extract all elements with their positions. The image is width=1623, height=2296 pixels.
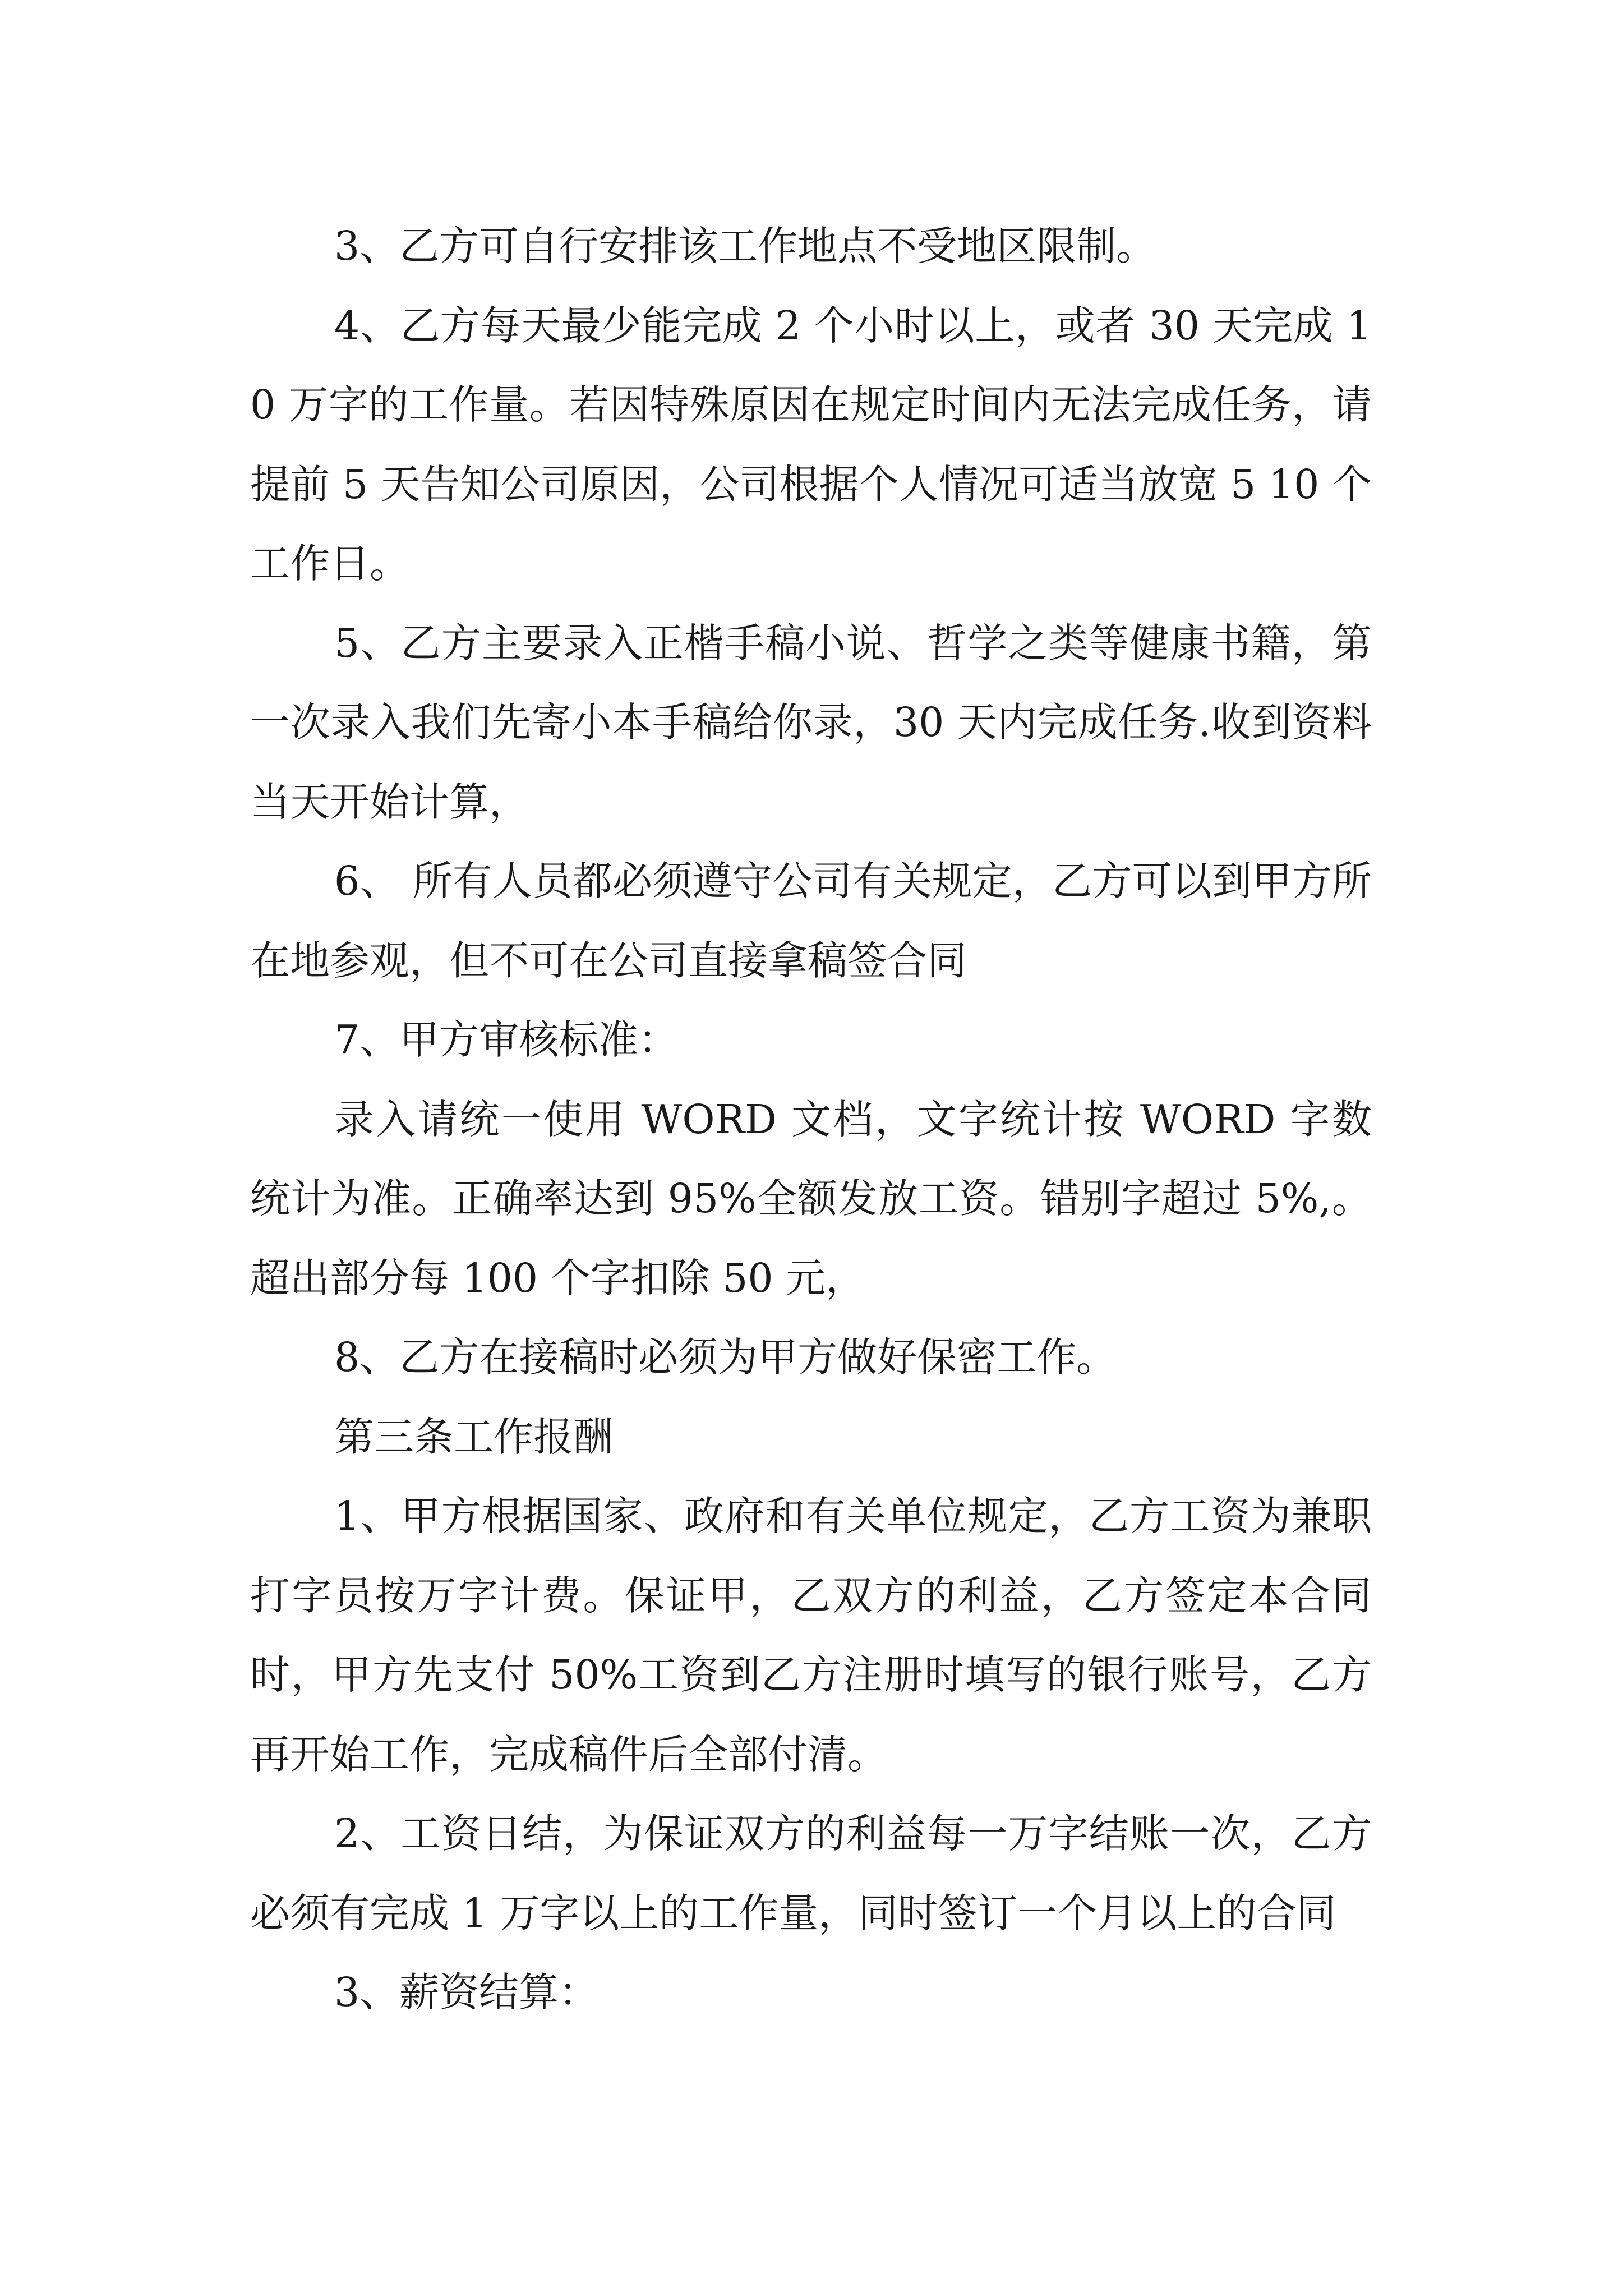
paragraph-clause-6-rules: 6、 所有人员都必须遵守公司有关规定，乙方可以到甲方所在地参观，但不可在公司直接拿稿签合同 [250, 858, 1372, 984]
paragraph-clause-5-content: 5、乙方主要录入正楷手稿小说、哲学之类等健康书籍，第一次录入我们先寄小本手稿给你录，30 天内完成任务.收到资料当天开始计算， [250, 619, 1372, 825]
paragraph-pay-clause-2: 2、工资日结，为保证双方的利益每一万字结账一次，乙方必须有完成 1 万字以上的工作量，同时签订一个月以上的合同 [250, 1810, 1372, 1936]
paragraph-pay-clause-3: 3、薪资结算： [334, 1969, 599, 2016]
paragraph-pay-clause-1: 1、甲方根据国家、政府和有关单位规定，乙方工资为兼职打字员按万字计费。保证甲，乙双方的利益，乙方签定本合同时，甲方先支付 50%工资到乙方注册时填写的银行账号，乙方再开始工作，完成稿件后全部付清。 [250, 1493, 1372, 1778]
document-body [250, 206, 1372, 2032]
paragraph-standard-details: 录入请统一使用 WORD 文档，文字统计按 WORD 字数统计为准。正确率达到 95%全额发放工资。错别字超过 5%,。超出部分每 100 个字扣除 50 元， [250, 1096, 1372, 1301]
paragraph-clause-7-standard: 7、甲方审核标准： [334, 1016, 679, 1063]
paragraph-clause-8-confidentiality: 8、乙方在接稿时必须为甲方做好保密工作。 [334, 1334, 1117, 1381]
paragraph-clause-4-workload: 4、乙方每天最少能完成 2 个小时以上，或者 30 天完成 10 万字的工作量。若因特殊原因在规定时间内无法完成任务，请提前 5 天告知公司原因，公司根据个人情况可适当放宽 5 10 个工作日。 [250, 302, 1372, 587]
paragraph-clause-3-location: 3、乙方可自行安排该工作地点不受地区限制。 [334, 223, 1156, 269]
section-heading-article-3: 第三条工作报酬 [334, 1413, 614, 1460]
